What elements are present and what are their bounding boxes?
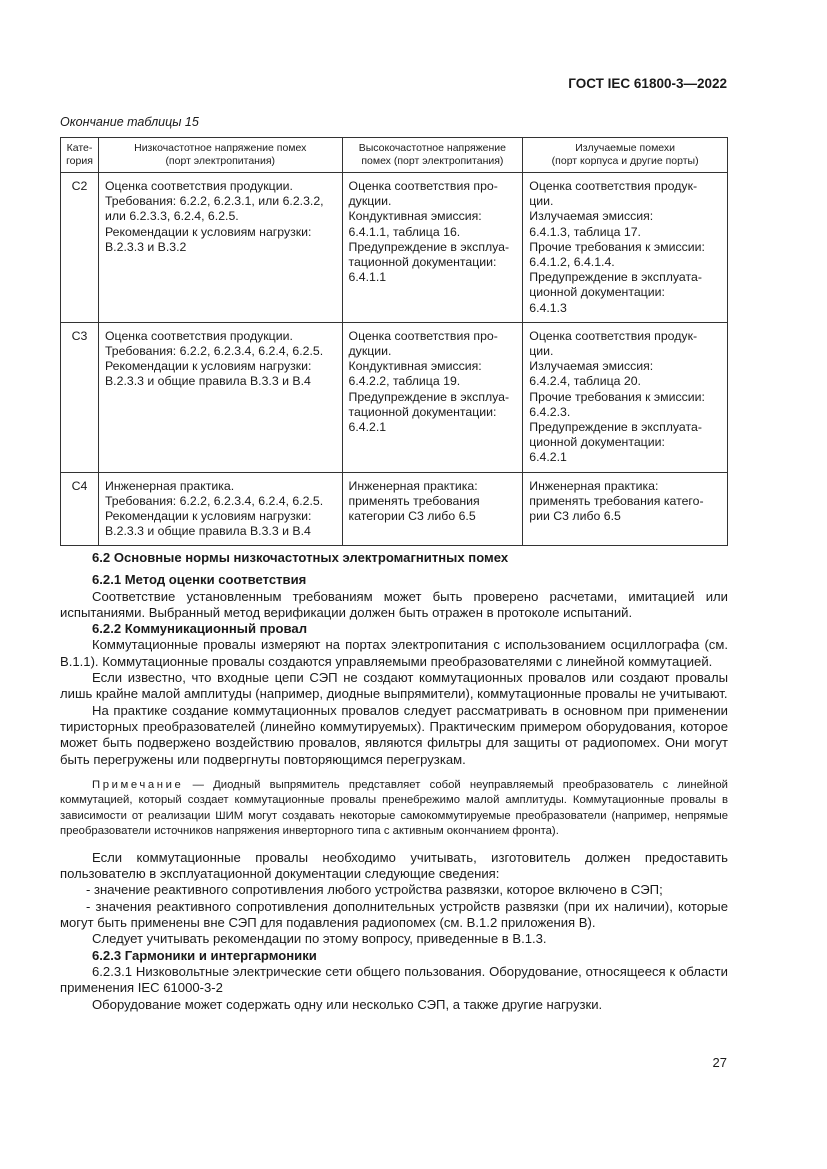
row-hf-cell: Оценка соответствия про- дукции. Кондуктивная эмиссия: 6.4.1.1, таблица 16. Предупреждение в эксплуа- тационной документации: 6.4.1.1 [342, 173, 523, 323]
section-heading: 6.2 Основные нормы низкочастотных электромагнитных помех [92, 550, 509, 565]
table-caption: Окончание таблицы 15 [60, 115, 199, 129]
table-row [61, 472, 728, 546]
subsection-heading: 6.2.2 Коммуникационный провал [92, 621, 308, 637]
header-lf: Низкочастотное напряжение помех (порт электропитания) [98, 138, 342, 173]
paragraph: Если коммутационные провалы необходимо учитывать, изготовитель должен предоставить пользователю в эксплуатационной документации следующие сведения: [60, 849, 728, 882]
row-hf-cell: Инженерная практика: применять требования категории С3 либо 6.5 [342, 472, 523, 546]
page-number: 27 [712, 1055, 727, 1070]
paragraph: На практике создание коммутационных провалов следует рассматривать в основном при применении тиристорных преобразователей (линейно коммутируемых). Практическим примером оборудования, которое может быть подвержено воздействию провалов, являются фильтры для защиты от радиопомех. Они могут быть перегружены или подвергнуты повторяющимся перегрузкам. [60, 702, 728, 767]
row-category: С4 [61, 472, 99, 546]
header-radiated: Излучаемые помехи (порт корпуса и другие порты) [523, 138, 728, 173]
row-lf-cell: Оценка соответствия продукции. Требования: 6.2.2, 6.2.3.4, 6.2.4, 6.2.5. Рекомендации к условиям нагрузки: В.2.3.3 и общие правила В.3.3 и В.4 [98, 322, 342, 472]
header-category: Кате- гория [61, 138, 99, 173]
row-radiated-cell: Инженерная практика: применять требования катего- рии С3 либо 6.5 [523, 472, 728, 546]
paragraph: 6.2.3.1 Низковольтные электрические сети общего пользования. Оборудование, относящееся к области применения IEC 61000-3-2 [60, 963, 728, 996]
note [60, 778, 728, 840]
note-label: Примечание [92, 778, 184, 791]
subsection-heading: 6.2.3 Гармоники и интергармоники [92, 947, 317, 963]
table-header-row [61, 138, 728, 173]
row-radiated-cell: Оценка соответствия продук- ции. Излучаемая эмиссия: 6.4.2.4, таблица 20. Прочие требования к эмиссии: 6.4.2.3. Предупреждение в эксплуата- ционной документации: 6.4.2.1 [523, 322, 728, 472]
header-hf: Высокочастотное напряжение помех (порт электропитания) [342, 138, 523, 173]
note-text: — Диодный выпрямитель представляет собой неуправляемый преобразователь с линейной коммутацией, который создает коммутационные провалы пренебрежимо малой амплитуды. Коммутационные провалы в зависимости от реализации ШИМ могут создавать некоторые самокоммутируемые преобразователи (например, непрямые преобразователи источников напряжения инверторного типа с активным окончанием фронта). [60, 778, 728, 838]
table-row [61, 173, 728, 323]
paragraph: Коммутационные провалы измеряют на портах электропитания с использованием осциллографа (см. В.1.1). Коммутационные провалы создаются управляемыми преобразователями с линейной коммутацией. [60, 637, 728, 669]
list-item: - значения реактивного сопротивления дополнительных устройств развязки (при их наличии), которые могут быть применены вне СЭП для подавления радиопомех (см. В.1.2 приложения В). [60, 898, 728, 931]
paragraph: Следует учитывать рекомендации по этому вопросу, приведенные в В.1.3. [92, 931, 547, 947]
row-lf-cell: Инженерная практика. Требования: 6.2.2, 6.2.3.4, 6.2.4, 6.2.5. Рекомендации к условиям нагрузки: В.2.3.3 и общие правила В.3.3 и В.4 [98, 472, 342, 546]
subsection-heading: 6.2.1 Метод оценки соответствия [92, 572, 307, 588]
list-item: - значение реактивного сопротивления любого устройства развязки, которое включено в СЭП; [86, 882, 663, 898]
row-category: С3 [61, 322, 99, 472]
row-hf-cell: Оценка соответствия про- дукции. Кондуктивная эмиссия: 6.4.2.2, таблица 19. Предупреждение в эксплуа- тационной документации: 6.4.2.1 [342, 322, 523, 472]
row-category: С2 [61, 173, 99, 323]
paragraph: Если известно, что входные цепи СЭП не создают коммутационных провалов или создают провалы лишь крайне малой амплитуды (например, диодные выпрямители), коммутационные провалы не учитывают. [60, 670, 728, 702]
document-id: ГОСТ IEC 61800-3—2022 [568, 76, 727, 91]
row-radiated-cell: Оценка соответствия продук- ции. Излучаемая эмиссия: 6.4.1.3, таблица 17. Прочие требования к эмиссии: 6.4.1.2, 6.4.1.4. Предупреждение в эксплуата- ционной документации: 6.4.1.3 [523, 173, 728, 323]
body-text [60, 550, 728, 1013]
paragraph: Соответствие установленным требованиям может быть проверено расчетами, имитацией или испытаниями. Выбранный метод верификации должен быть отражен в протоколе испытаний. [60, 588, 728, 620]
emission-table [60, 137, 728, 546]
table-row [61, 322, 728, 472]
row-lf-cell: Оценка соответствия продукции. Требования: 6.2.2, 6.2.3.1, или 6.2.3.2, или 6.2.3.3, 6.2.4, 6.2.5. Рекомендации к условиям нагрузки: В.2.3.3 и В.3.2 [98, 173, 342, 323]
paragraph: Оборудование может содержать одну или несколько СЭП, а также другие нагрузки. [92, 996, 603, 1012]
